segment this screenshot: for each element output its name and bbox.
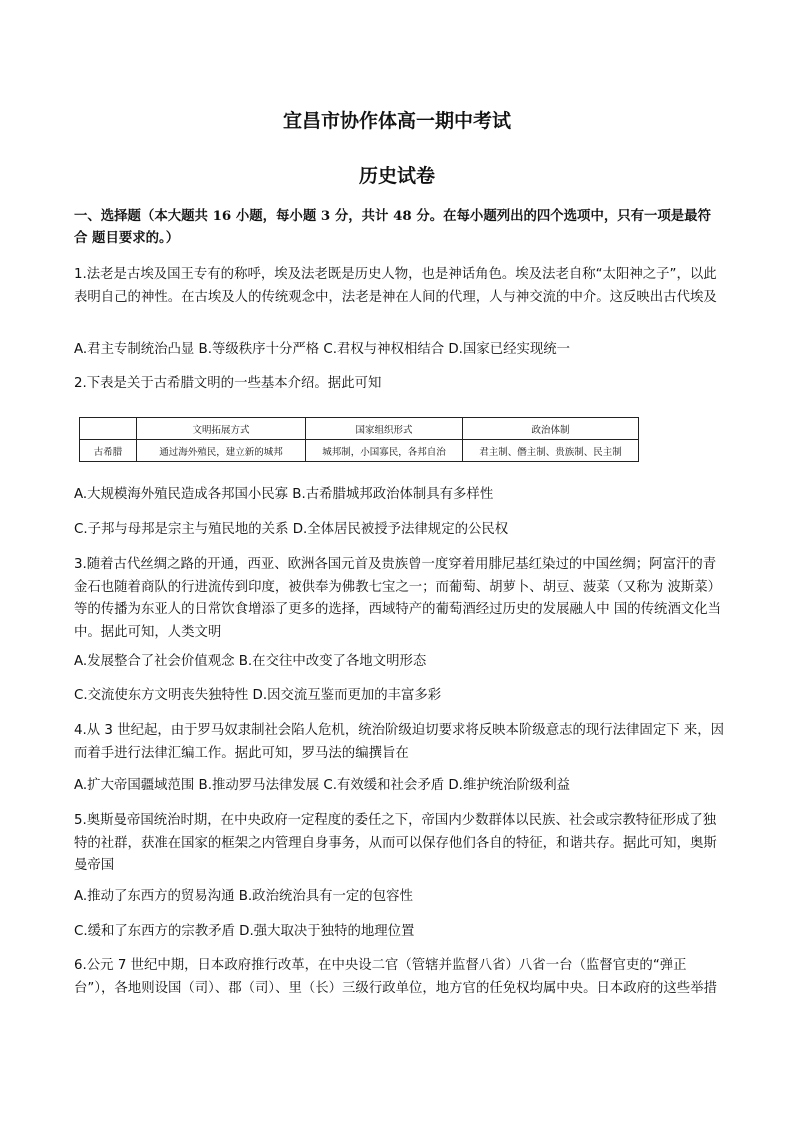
q3-options-line-2: C.交流使东方文明丧失独特性 D.因交流互鉴而更加的丰富多彩 bbox=[74, 688, 442, 703]
exam-subtitle: 历史试卷 bbox=[358, 165, 435, 187]
q2-stem: 2.下表是关于古希腊文明的一些基本介绍。据此可知 bbox=[74, 376, 382, 391]
exam-title: 宜昌市协作体高一期中考试 bbox=[282, 110, 511, 132]
q4-stem: 4.从 3 世纪起，由于罗马奴隶制社会陷人危机，统治阶级迫切要求将反映本阶级意志的现行法律固定下 来，因而着手进行法律汇编工作。据此可知，罗马法的编撰旨在 bbox=[74, 723, 725, 761]
table-header-row bbox=[80, 418, 639, 440]
q2-options-line-1: A.大规模海外殖民造成各邦国小民寡 B.古希腊城邦政治体制具有多样性 bbox=[74, 487, 494, 502]
table-cell: 君主制、僭主制、贵族制、民主制 bbox=[463, 440, 639, 462]
q6-stem: 6.公元 7 世纪中期，日本政府推行改革，在中央设二官（管辖并监督八省）八省一台（监督官吏的“弹正台”），各地则设国（司）、郡（司）、里（长）三级行政单位，地方官的任免权均属中央。日本政府的这些举措 bbox=[74, 958, 717, 996]
q1-stem: 1.法老是古埃及国王专有的称呼，埃及法老既是历史人物，也是神话角色。埃及法老自称“太阳神之子”，以此表明自己的神性。在古埃及人的传统观念中，法老是神在人间的代理，人与神交流的中介。这反映出古代埃及 bbox=[74, 267, 717, 305]
table-row bbox=[80, 440, 639, 462]
table-cell: 古希腊 bbox=[80, 440, 137, 462]
q5-options-line-2: C.缓和了东西方的宗教矛盾 D.强大取决于独特的地理位置 bbox=[74, 924, 415, 939]
q2-options-line-2: C.子邦与母邦是宗主与殖民地的关系 D.全体居民被授予法律规定的公民权 bbox=[74, 522, 509, 537]
q3-stem: 3.随着古代丝绸之路的开通，西亚、欧洲各国元首及贵族曾一度穿着用腓尼基红染过的中国丝绸；阿富汗的青金石也随着商队的行进流传到印度，被供奉为佛教七宝之一；而葡萄、胡萝卜、胡豆、菠菜（又称为 波斯菜）等的传播为东亚人的日常饮食增添了更多的选择，西域特产的葡萄酒经过历史的发展融人中 国的传统酒文化当中。据此可知，人类文明 bbox=[74, 557, 722, 640]
section-heading: 一、选择题（本大题共 16 小题，每小题 3 分，共计 48 分。在每小题列出的四个选项中，只有一项是最符合 题目要求的。） bbox=[74, 208, 711, 246]
table-header-cell bbox=[80, 418, 137, 440]
q4-options: A.扩大帝国疆域范围 B.推动罗马法律发展 C.有效缓和社会矛盾 D.维护统治阶级利益 bbox=[74, 778, 571, 793]
q2-table bbox=[79, 417, 639, 462]
q5-options-line-1: A.推动了东西方的贸易沟通 B.政治统治具有一定的包容性 bbox=[74, 889, 413, 904]
q1-options: A.君主专制统治凸显 B.等级秩序十分严格 C.君权与神权相结合 D.国家已经实现统一 bbox=[74, 342, 571, 357]
table-cell: 通过海外殖民，建立新的城邦 bbox=[137, 440, 306, 462]
table-header-cell: 文明拓展方式 bbox=[137, 418, 306, 440]
table-header-cell: 国家组织形式 bbox=[306, 418, 463, 440]
q3-options-line-1: A.发展整合了社会价值观念 B.在交往中改变了各地文明形态 bbox=[74, 654, 427, 669]
q5-stem: 5.奥斯曼帝国统治时期，在中央政府一定程度的委任之下，帝国内少数群体以民族、社会或宗教特征形成了独特的社群，获准在国家的框架之内管理自身事务，从而可以保存他们各自的特征，和谐共存。据此可知，奥斯曼帝国 bbox=[74, 813, 717, 873]
table-header-cell: 政治体制 bbox=[463, 418, 639, 440]
table-cell: 城邦制，小国寡民，各邦自治 bbox=[306, 440, 463, 462]
